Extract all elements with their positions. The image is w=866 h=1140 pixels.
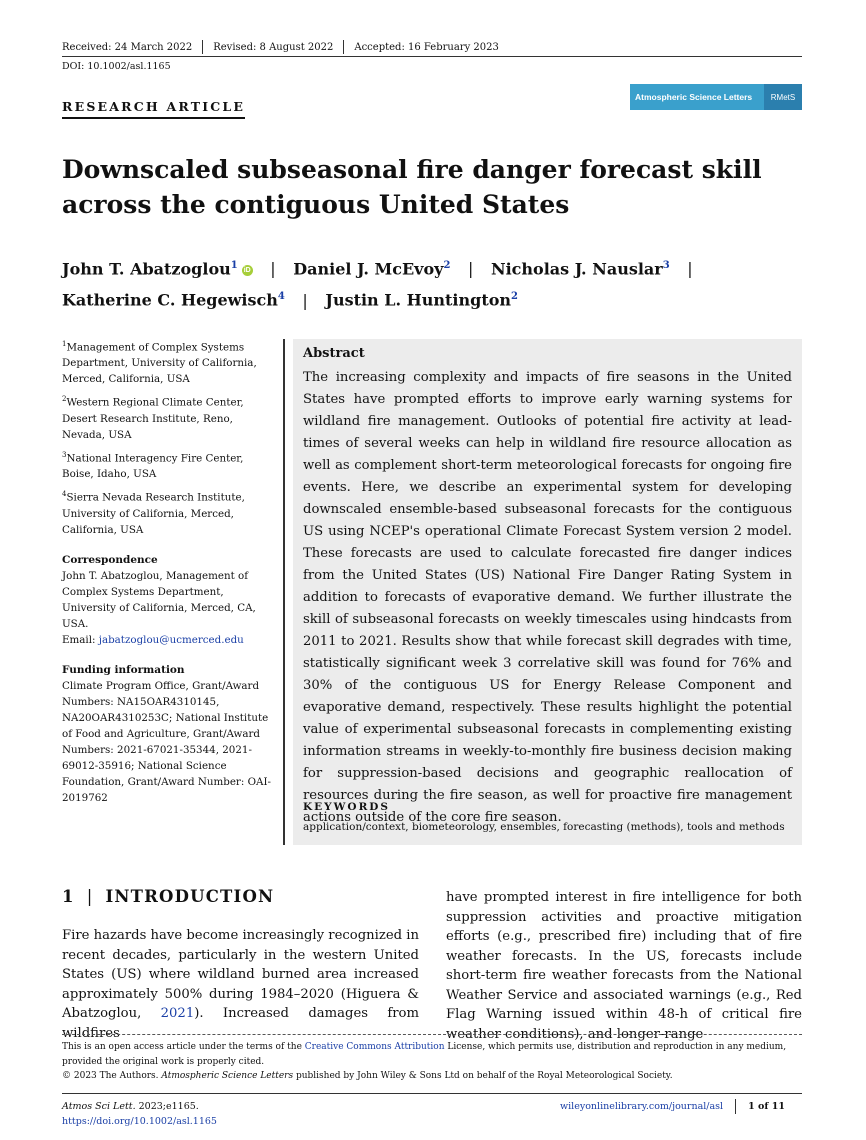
correspondence-text xyxy=(62,568,277,648)
footer-citation xyxy=(62,1099,217,1129)
author-name[interactable]: Justin L. Huntington xyxy=(325,290,512,310)
keywords-list: application/context, biometeorology, ensembles, forecasting (methods), tools and methods xyxy=(303,821,785,833)
license-divider xyxy=(62,1034,802,1035)
affiliation-text: Management of Complex Systems Department, University of California, Merced, California, USA xyxy=(62,341,257,386)
author-separator: | xyxy=(302,290,308,310)
journal-url-link[interactable]: wileyonlinelibrary.com/journal/asl xyxy=(560,1101,724,1112)
author-affiliation[interactable]: 2 xyxy=(443,260,451,271)
author-separator: | xyxy=(467,259,474,279)
page-number: 1 of 11 xyxy=(748,1101,785,1112)
divider xyxy=(343,40,344,54)
journal-badge[interactable] xyxy=(630,84,802,110)
article-info-column xyxy=(62,336,277,810)
body-text: ). Increased damages from wildfires xyxy=(62,1006,419,1041)
correspondence-heading: Correspondence xyxy=(62,553,158,566)
funding-text: Climate Program Office, Grant/Award Numbers: NA15OAR4310145, NA20OAR4310253C; National Institute of Food and Agriculture, Grant/Award Numbers: 2021-67021-35344, 2021-69012-35916; National Science Foundation, Grant/Award Number: OAI-2019762 xyxy=(62,679,271,804)
affiliation-number: 4 xyxy=(62,490,67,499)
revised-date: Revised: 8 August 2022 xyxy=(213,41,334,53)
affiliation xyxy=(62,391,277,442)
accepted-date: Accepted: 16 February 2023 xyxy=(354,41,499,53)
publication-dates xyxy=(62,40,499,54)
author-name[interactable]: John T. Abatzoglou xyxy=(62,259,231,279)
author-list xyxy=(62,252,802,315)
copyright-text: © 2023 The Authors. xyxy=(62,1071,162,1081)
affiliation-text: Sierra Nevada Research Institute, University of California, Merced, California, USA xyxy=(62,491,245,536)
email-label: Email: xyxy=(62,633,99,646)
affiliation xyxy=(62,447,277,482)
license-text: This is an open access article under the terms of the xyxy=(62,1042,305,1052)
body-column-left xyxy=(62,926,419,1043)
author-separator: | xyxy=(687,259,693,279)
abstract-box xyxy=(293,339,802,845)
body-column-right: have prompted interest in fire intelligence for both suppression activities and proactive mitigation efforts (e.g., prescribed fire) including that of fire weather forecasts. In the US, forecasts include short-term fire weather forecasts from the National Weather Service and associated warnings (e.g., Red Flag Warning issued within 48-h of critical fire weather conditions), and longer-range xyxy=(446,890,802,1042)
author-separator: | xyxy=(270,259,276,279)
divider xyxy=(735,1099,736,1114)
affiliation xyxy=(62,486,277,537)
author-name[interactable]: Katherine C. Hegewisch xyxy=(62,290,278,310)
citation-link[interactable]: 2021 xyxy=(160,1006,195,1021)
copyright-text: published by John Wiley & Sons Ltd on behalf of the Royal Meteorological Society. xyxy=(293,1071,673,1081)
citation-journal: Atmos Sci Lett. xyxy=(62,1101,136,1112)
affiliation-text: National Interagency Fire Center, Boise, Idaho, USA xyxy=(62,452,244,481)
copyright-line xyxy=(62,1069,802,1084)
footer-right xyxy=(560,1099,785,1114)
abstract-heading: Abstract xyxy=(303,346,365,361)
author-name[interactable]: Daniel J. McEvoy xyxy=(293,259,444,279)
section-title: INTRODUCTION xyxy=(105,887,275,906)
license-line xyxy=(62,1040,802,1069)
affiliation-number: 3 xyxy=(62,450,67,459)
funding-heading: Funding information xyxy=(62,663,185,676)
section-number: 1 xyxy=(62,887,75,906)
header-rule xyxy=(62,56,802,57)
license-notice xyxy=(62,1040,802,1084)
journal-title: Atmospheric Science Letters xyxy=(161,1071,294,1081)
author-name[interactable]: Nicholas J. Nauslar xyxy=(490,259,663,279)
orcid-icon[interactable]: iD xyxy=(243,267,251,275)
divider xyxy=(202,40,203,54)
email-link[interactable]: jabatzoglou@ucmerced.edu xyxy=(98,633,244,646)
affiliation-number: 1 xyxy=(62,340,67,348)
footer-rule xyxy=(62,1093,802,1094)
received-date: Received: 24 March 2022 xyxy=(62,41,193,53)
author-affiliation[interactable]: 1 xyxy=(230,260,238,271)
correspondence-address: John T. Abatzoglou, Management of Complex Systems Department, University of California, Merced, CA, USA. xyxy=(62,569,256,630)
license-text: License, which permits use, distribution and reproduction in any medium, provided the original work is properly cited. xyxy=(62,1042,787,1067)
author-affiliation[interactable]: 4 xyxy=(277,291,285,303)
doi-link[interactable]: https://doi.org/10.1002/asl.1165 xyxy=(62,1116,217,1127)
journal-name: Atmospheric Science Letters xyxy=(630,84,764,110)
affiliation-text: Western Regional Climate Center, Desert Research Institute, Reno, Nevada, USA xyxy=(62,396,244,441)
section-heading xyxy=(62,887,274,906)
author-affiliation[interactable]: 3 xyxy=(662,260,670,271)
cc-license-link[interactable]: Creative Commons Attribution xyxy=(304,1042,445,1052)
affiliation-number: 2 xyxy=(62,395,67,404)
affiliation xyxy=(62,336,277,387)
article-title: Downscaled subseasonal fire danger forecast skill across the contiguous United States xyxy=(62,155,762,219)
citation-volume: 2023;e1165. xyxy=(135,1101,199,1112)
body-text: Fire hazards have become increasingly recognized in recent decades, particularly in the western United States (US) where wildland burned area increased approximately 500% during 1984–2020 (Higuera & Abatzoglou, xyxy=(62,928,419,1021)
abstract-text: The increasing complexity and impacts of fire seasons in the United States have prompted efforts to improve early warning systems for wildland fire management. Outlooks of potential fire activity at lead-times of several weeks can help in wildland fire resource allocation as well as complement short-term meteorological forecasts for ongoing fire events. Here, we describe an experimental system for developing downscaled ensemble-based subseasonal forecasts for the contiguous US using NCEP's operational Climate Forecast System version 2 model. These forecasts are used to calculate forecasted fire danger indices from the United States (US) National Fire Danger Rating System in addition to forecasts of evaporative demand. We further illustrate the skill of subseasonal forecasts on weekly timescales using hindcasts from 2011 to 2021. Results show that while forecast skill degrades with time, statistically significant week 3 correlative skill was found for 76% and 30% of the contiguous US for Energy Release Component and evaporative demand, respectively. These results highlight the potential value of experimental subseasonal forecasts in complementing existing information streams in weekly-to-monthly fire business decision making for suppression-based decisions and geographic reallocation of resources during the fire season, as well for proactive fire management actions outside of the core fire season. xyxy=(303,370,792,825)
doi: DOI: 10.1002/asl.1165 xyxy=(62,61,171,72)
keywords-heading: KEYWORDS xyxy=(303,801,390,813)
column-divider xyxy=(283,339,285,845)
rmets-logo-icon: RMetS xyxy=(764,84,802,110)
author-affiliation[interactable]: 2 xyxy=(511,291,518,303)
article-type: RESEARCH ARTICLE xyxy=(62,99,245,119)
section-separator: | xyxy=(86,887,94,906)
